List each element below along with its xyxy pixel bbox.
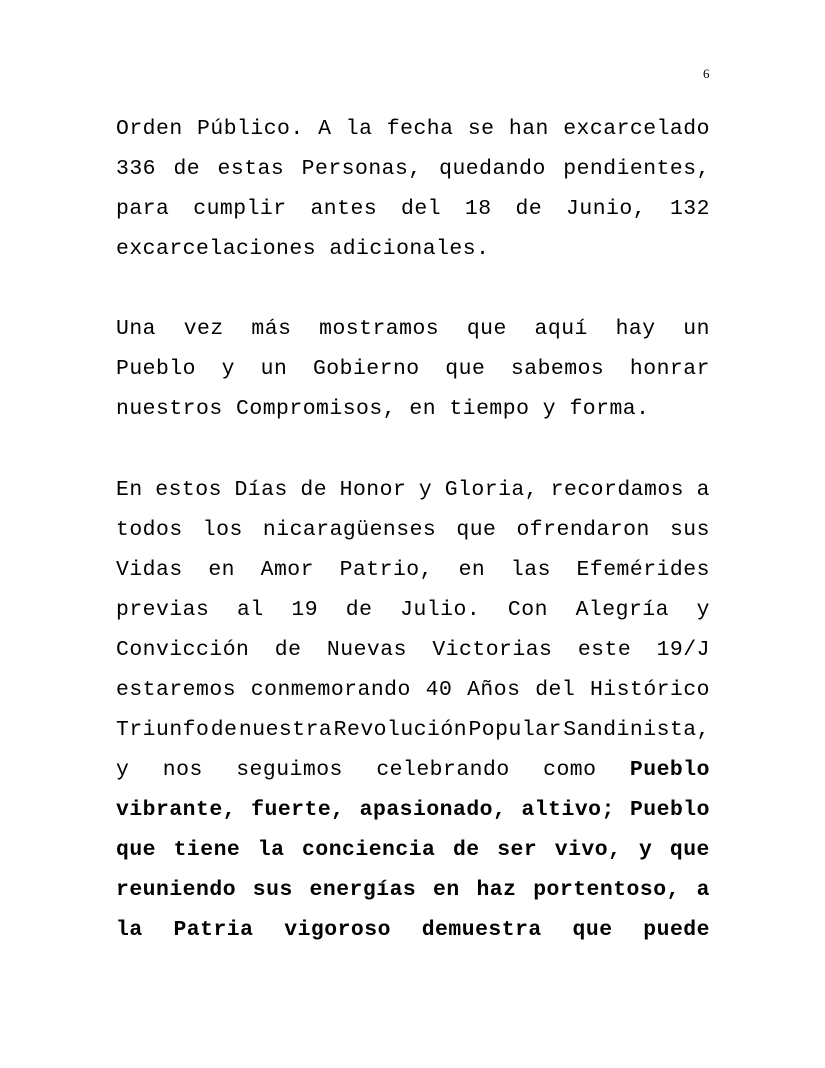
word: recordamos bbox=[550, 478, 685, 502]
word: este bbox=[577, 638, 632, 662]
bold-text-line bbox=[116, 870, 710, 910]
word: fuerte, bbox=[251, 798, 345, 822]
word: Patrio, bbox=[339, 558, 433, 582]
word: vigoroso bbox=[284, 918, 391, 942]
word: Triunfo bbox=[116, 718, 210, 742]
word: celebrando bbox=[376, 758, 510, 782]
word: que bbox=[456, 518, 497, 542]
word: Con bbox=[507, 598, 548, 622]
word: mostramos bbox=[319, 317, 440, 341]
word: un bbox=[683, 317, 710, 341]
text-line bbox=[116, 590, 710, 630]
text-line bbox=[116, 630, 710, 670]
word: las bbox=[510, 558, 551, 582]
word: de bbox=[345, 598, 373, 622]
page-number: 6 bbox=[703, 66, 710, 81]
text-line bbox=[116, 550, 710, 590]
word: del bbox=[401, 197, 442, 221]
text-line bbox=[116, 710, 710, 750]
word: todos bbox=[116, 518, 183, 542]
word: Pueblo bbox=[116, 357, 197, 381]
word: y bbox=[116, 758, 130, 782]
text-line bbox=[116, 470, 710, 510]
word: conciencia bbox=[302, 838, 436, 862]
word: para bbox=[116, 197, 170, 221]
word: Convicción bbox=[116, 638, 250, 662]
word: más bbox=[251, 317, 292, 341]
word: que bbox=[466, 317, 507, 341]
word: como bbox=[543, 758, 597, 782]
word: vivo, bbox=[554, 838, 622, 862]
word: la bbox=[116, 918, 143, 942]
word: sabemos bbox=[510, 357, 605, 381]
word: de bbox=[274, 638, 302, 662]
word: Orden bbox=[116, 117, 183, 141]
word: ofrendaron bbox=[516, 518, 650, 542]
word: portentoso, bbox=[533, 878, 680, 902]
word: en bbox=[458, 558, 486, 582]
text-line bbox=[116, 510, 710, 550]
word: antes bbox=[310, 197, 378, 221]
word: se bbox=[467, 117, 495, 141]
word: un bbox=[260, 357, 288, 381]
word: energías bbox=[309, 878, 417, 902]
word: quedando bbox=[439, 157, 546, 181]
word: honrar bbox=[629, 357, 710, 381]
word: conmemorando bbox=[250, 678, 411, 702]
bold-text-line bbox=[116, 830, 710, 870]
paragraph-2 bbox=[116, 309, 710, 429]
word: los bbox=[202, 518, 243, 542]
word: y bbox=[696, 598, 710, 622]
paragraph-3 bbox=[116, 470, 710, 950]
word: 336 bbox=[116, 157, 157, 181]
text-line bbox=[116, 670, 710, 710]
word: la bbox=[345, 117, 373, 141]
text-line bbox=[116, 149, 710, 189]
word: sus bbox=[669, 518, 710, 542]
word: Victorias bbox=[432, 638, 553, 662]
word: Una bbox=[116, 317, 157, 341]
word: ser bbox=[497, 838, 538, 862]
text-line bbox=[116, 189, 710, 229]
bold-text-line bbox=[116, 910, 710, 950]
word: 19 bbox=[291, 598, 319, 622]
word: vibrante, bbox=[116, 798, 237, 822]
word: Alegría bbox=[575, 598, 669, 622]
text-line: nuestros Compromisos, en tiempo y forma. bbox=[116, 397, 650, 421]
word: sus bbox=[252, 878, 293, 902]
word: Nuevas bbox=[326, 638, 407, 662]
word: 132 bbox=[669, 197, 710, 221]
word: Popular bbox=[468, 718, 562, 742]
word: 18 bbox=[464, 197, 492, 221]
word: que bbox=[572, 918, 613, 942]
word: Revolución bbox=[333, 718, 468, 742]
mixed-text-line bbox=[116, 750, 710, 790]
word: fecha bbox=[386, 117, 454, 141]
word: estas bbox=[217, 157, 285, 181]
word: Gobierno bbox=[312, 357, 420, 381]
word: tiene bbox=[173, 838, 241, 862]
word: han bbox=[508, 117, 549, 141]
text-line bbox=[116, 109, 710, 149]
word: estaremos bbox=[116, 678, 237, 702]
word: hay bbox=[615, 317, 656, 341]
word: y bbox=[221, 357, 235, 381]
word: altivo; bbox=[521, 798, 615, 822]
word: de bbox=[173, 157, 201, 181]
word: A bbox=[318, 117, 332, 141]
word: de bbox=[300, 478, 328, 502]
word: y bbox=[638, 838, 653, 862]
word: que bbox=[116, 838, 157, 862]
word: y bbox=[418, 478, 433, 502]
word: a bbox=[696, 478, 710, 502]
word: aquí bbox=[534, 317, 588, 341]
word: Años bbox=[467, 678, 521, 702]
word: haz bbox=[476, 878, 517, 902]
word: Efemérides bbox=[576, 558, 710, 582]
word: que bbox=[669, 838, 710, 862]
word: Amor bbox=[260, 558, 314, 582]
word: en bbox=[208, 558, 235, 582]
word: Honor bbox=[339, 478, 407, 502]
word: En bbox=[116, 478, 143, 502]
word: Público. bbox=[197, 117, 304, 141]
word: nos bbox=[162, 758, 203, 782]
word: Histórico bbox=[589, 678, 710, 702]
word: 19/J bbox=[656, 638, 710, 662]
bold-text: Pueblo bbox=[629, 758, 710, 782]
word: en bbox=[433, 878, 460, 902]
text-line: excarcelaciones adicionales. bbox=[116, 237, 490, 261]
text-line bbox=[116, 309, 710, 349]
word: Sandinista, bbox=[563, 718, 710, 742]
word: Gloria, bbox=[444, 478, 539, 502]
word: Personas, bbox=[301, 157, 422, 181]
word: seguimos bbox=[236, 758, 343, 782]
word: Patria bbox=[173, 918, 254, 942]
word: del bbox=[535, 678, 576, 702]
word: a bbox=[696, 878, 710, 902]
word: de bbox=[515, 197, 543, 221]
word: nicaragüenses bbox=[262, 518, 437, 542]
word: cumplir bbox=[193, 197, 287, 221]
word: Pueblo bbox=[629, 798, 710, 822]
word: apasionado, bbox=[359, 798, 507, 822]
word: nuestra bbox=[238, 718, 333, 742]
word: 40 bbox=[425, 678, 453, 702]
word: Julio. bbox=[400, 598, 481, 622]
word: de bbox=[452, 838, 480, 862]
word: reuniendo bbox=[116, 878, 237, 902]
word: al bbox=[237, 598, 264, 622]
word: estos bbox=[155, 478, 222, 502]
word: demuestra bbox=[421, 918, 542, 942]
word: de bbox=[210, 718, 238, 742]
word: Junio, bbox=[566, 197, 647, 221]
word: Vidas bbox=[116, 558, 183, 582]
word: la bbox=[257, 838, 285, 862]
word: excarcelado bbox=[563, 117, 710, 141]
word: Días bbox=[234, 478, 288, 502]
paragraph-1 bbox=[116, 109, 710, 269]
text-line bbox=[116, 349, 710, 389]
word: puede bbox=[643, 918, 710, 942]
bold-text-line bbox=[116, 790, 710, 830]
word: previas bbox=[116, 598, 210, 622]
word: pendientes, bbox=[563, 157, 710, 181]
word: que bbox=[445, 357, 486, 381]
word: vez bbox=[183, 317, 224, 341]
